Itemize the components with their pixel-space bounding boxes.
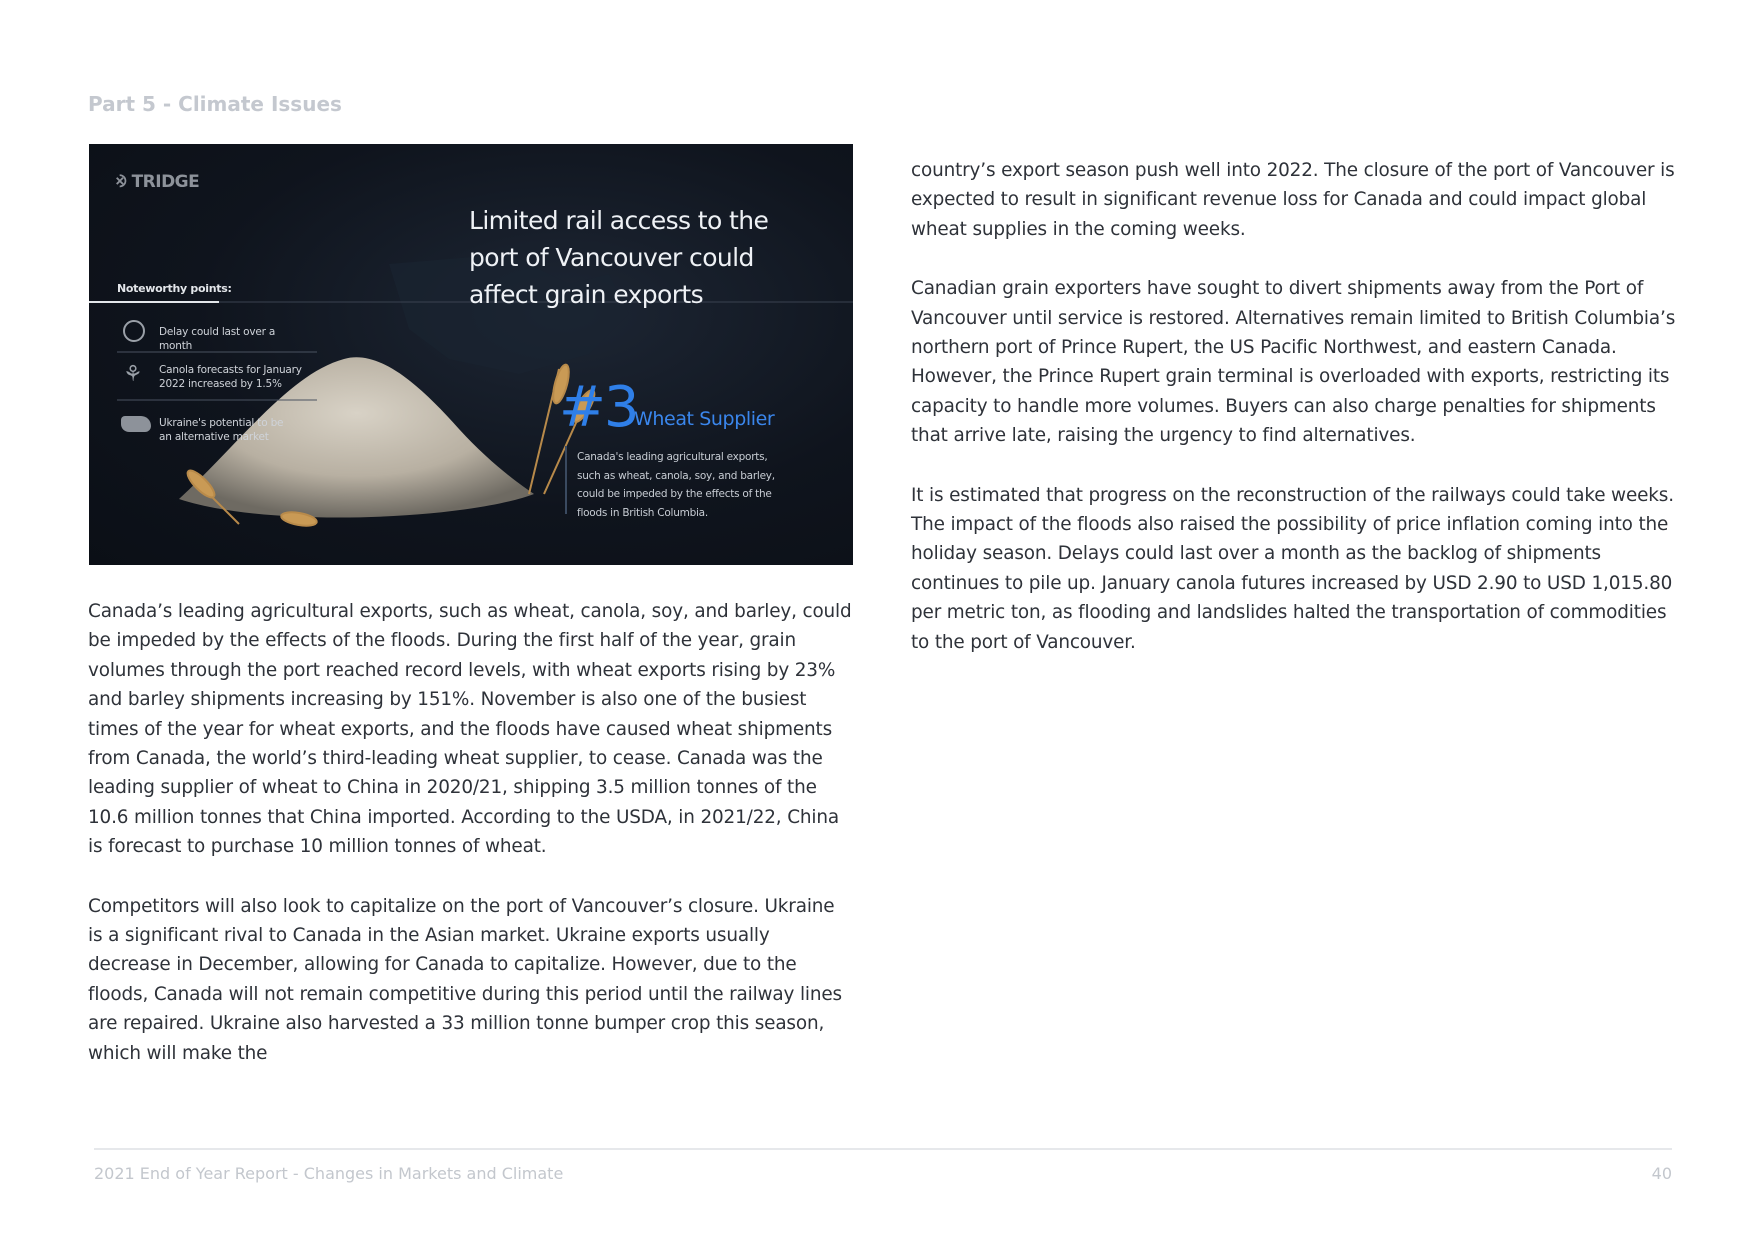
infographic-headline: Limited rail access to the port of Vancouver could affect grain exports: [469, 206, 769, 309]
left-column: [88, 597, 854, 1098]
ukraine-map-icon: [121, 416, 151, 432]
paragraph: Canada’s leading agricultural exports, such as wheat, canola, soy, and barley, could be impeded by the effects of the floods. During the first half of the year, grain volumes through the port reached record levels, with wheat exports rising by 23% and barley shipments increasing by 151%. November is also one of the busiest times of the year for wheat exports, and the floods have caused wheat shipments from Canada, the world’s third-leading wheat supplier, to cease. Canada was the leading supplier of wheat to China in 2020/21, shipping 3.5 million tonnes of the 10.6 million tonnes that China imported. According to the USDA, in 2021/22, China is forecast to purchase 10 million tonnes of wheat.: [88, 601, 852, 858]
right-column: [911, 156, 1681, 687]
tridge-logo: [115, 172, 199, 192]
paragraph: It is estimated that progress on the reconstruction of the railways could take weeks. The impact of the floods also raised the possibility of price inflation coming into the holiday season. Delays could last over a month as the backlog of shipments continues to pile up. January canola futures increased by USD 2.90 to USD 1,015.80 per metric ton, as flooding and landslides halted the transportation of commodities to the port of Vancouver.: [911, 484, 1674, 653]
footer-title: 2021 End of Year Report - Changes in Markets and Climate: [94, 1164, 564, 1183]
noteworthy-label: Noteworthy points:: [117, 282, 232, 295]
section-title: Part 5 - Climate Issues: [88, 92, 342, 116]
paragraph: country’s export season push well into 2022. The closure of the port of Vancouver is expected to result in significant revenue loss for Canada and could impact global wheat supplies in the coming weeks.: [911, 160, 1675, 240]
paragraph: Canadian grain exporters have sought to divert shipments away from the Port of Vancouver until service is restored. Alternatives remain limited to British Columbia’s northern port of Prince Rupert, the US Pacific Northwest, and eastern Canada. However, the Prince Rupert grain terminal is overloaded with exports, restricting its capacity to handle more volumes. Buyers can also charge penalties for shipments that arrive late, raising the urgency to find alternatives.: [911, 278, 1676, 447]
clock-arrows-icon: [123, 320, 145, 342]
infographic-caption: Canada's leading agricultural exports, such as wheat, canola, soy, and barley, could be impeded by the effects of the floods in British Columbia.: [577, 451, 775, 519]
tridge-logo-text: TRIDGE: [131, 172, 200, 192]
point-2: Canola forecasts for January 2022 increased by 1.5%: [159, 364, 302, 390]
rank-number: #3: [559, 375, 638, 440]
footer-divider: [94, 1148, 1672, 1150]
rank-label: Wheat Supplier: [634, 408, 775, 430]
tridge-logo-icon: ⨵: [115, 172, 127, 192]
point-1: Delay could last over a month: [159, 326, 276, 352]
page-number: 40: [1651, 1164, 1672, 1183]
point-3: Ukraine's potential to be an alternative market: [159, 417, 284, 443]
paragraph: Competitors will also look to capitalize on the port of Vancouver’s closure. Ukraine is a significant rival to Canada in the Asian market. Ukraine exports usually decrease in December, allowing for Canada to capitalize. However, due to the floods, Canada will not remain competitive during this period until the railway lines are repaired. Ukraine also harvested a 33 million tonne bumper crop this season, which will make the: [88, 895, 842, 1064]
canola-plant-icon: ⚘: [123, 362, 143, 387]
infographic-image: [89, 144, 853, 565]
